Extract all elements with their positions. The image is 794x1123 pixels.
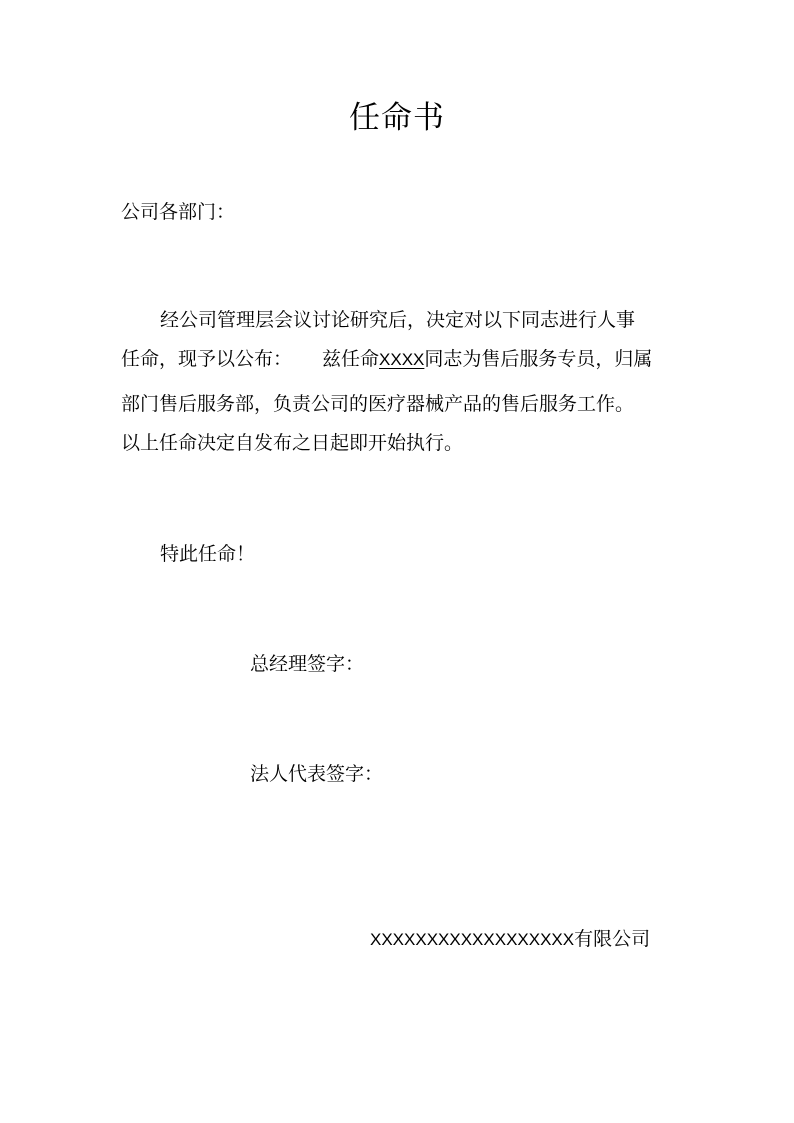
body-line-2-start: 任命，现予以公布：: [121, 348, 293, 370]
body-line-2: [121, 345, 652, 374]
document-title: 任命书: [349, 100, 445, 136]
company-suffix: 有限公司: [574, 928, 651, 950]
closing-statement: 特此任命！: [160, 543, 256, 565]
body-line-2-end: 同志为售后服务专员，归属: [424, 348, 653, 370]
appointee-name: XXXX: [379, 350, 425, 369]
general-manager-signature-label: 总经理签字：: [250, 653, 365, 675]
appointment-phrase: 兹任命: [322, 348, 380, 370]
body-line-1: 经公司管理层会议讨论研究后，决定对以下同志进行人事: [160, 309, 636, 331]
company-name: [370, 925, 650, 954]
company-name-placeholder: XXXXXXXXXXXXXXXXXX: [370, 930, 575, 949]
salutation: 公司各部门：: [121, 201, 236, 223]
body-line-4: 以上任命决定自发布之日起即开始执行。: [121, 432, 464, 454]
body-line-3: 部门售后服务部，负责公司的医疗器械产品的售后服务工作。: [121, 393, 635, 415]
legal-representative-signature-label: 法人代表签字：: [250, 763, 384, 785]
